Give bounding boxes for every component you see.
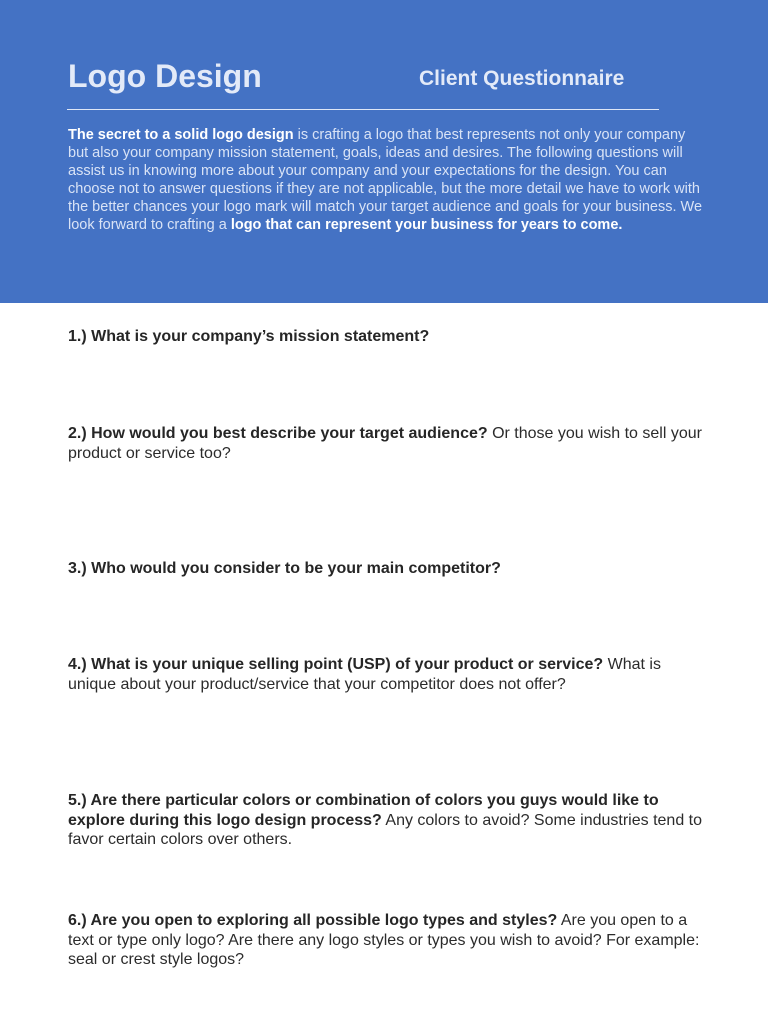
header-band: [0, 0, 768, 303]
question-2-prompt: 2.) How would you best describe your target audience?: [68, 425, 488, 442]
question-1: [68, 327, 704, 347]
question-5: [68, 791, 704, 850]
intro-body: is crafting a logo that best represents not only your company but also your company mission statement, goals, ideas and desires. The following questions will assist us in knowing more about your company and your expectations for the design. You can choose not to answer questions if they are not applicable, but the more detail we have to work with the better chances your logo mark will match your target audience and goals for your business. We look forward to crafting a: [68, 127, 703, 233]
page-subtitle: Client Questionnaire: [419, 67, 625, 90]
question-3: [68, 559, 704, 579]
question-3-prompt: 3.) Who would you consider to be your main competitor?: [68, 560, 501, 577]
question-5-detail: Any colors to avoid? Some industries tend to favor certain colors over others.: [68, 811, 703, 848]
question-2-detail: Or those you wish to sell your product or service too?: [68, 425, 702, 462]
intro-paragraph: [68, 126, 704, 234]
question-4-prompt: 4.) What is your unique selling point (USP) of your product or service?: [68, 656, 604, 673]
question-4: [68, 655, 704, 694]
intro-lead-bold: The secret to a solid logo design: [68, 127, 294, 143]
header-divider: [67, 109, 659, 110]
page-title: Logo Design: [68, 58, 262, 94]
question-6-prompt: 6.) Are you open to exploring all possible logo types and styles?: [68, 912, 558, 929]
question-6-detail: Are you open to a text or type only logo? Are there any logo styles or types you wish to avoid? For example: seal or crest style logos?: [68, 912, 700, 968]
question-5-prompt: 5.) Are there particular colors or combination of colors you guys would like to explore during this logo design process?: [68, 792, 659, 829]
question-2: [68, 424, 704, 463]
question-1-prompt: 1.) What is your company’s mission statement?: [68, 328, 430, 345]
intro-closing-bold: logo that can represent your business for years to come.: [230, 217, 623, 233]
question-6: [68, 911, 704, 970]
question-4-detail: What is unique about your product/service that your competitor does not offer?: [68, 656, 661, 693]
